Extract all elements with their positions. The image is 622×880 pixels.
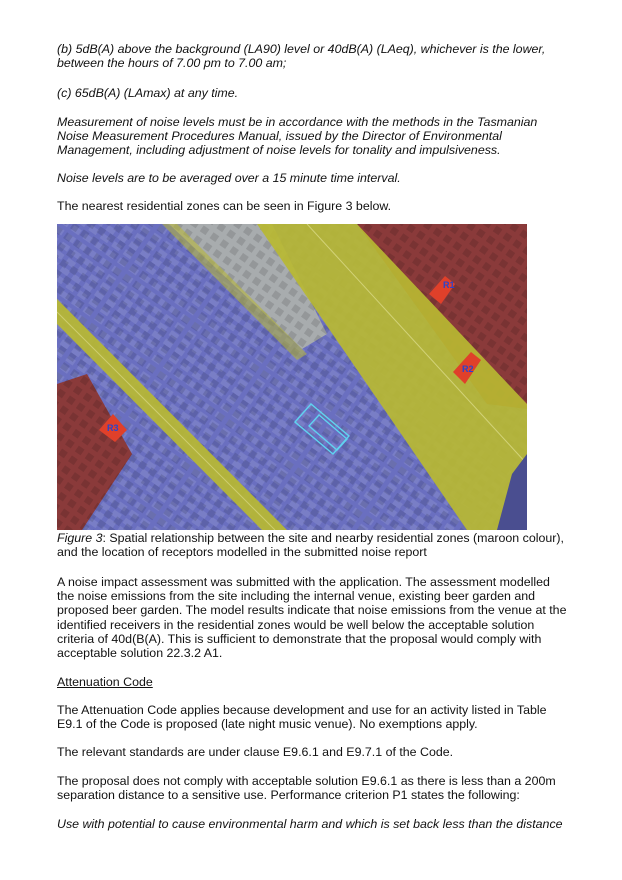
heading-attenuation-code: Attenuation Code [57,675,153,689]
paragraph-nearest-zones: The nearest residential zones can be seen in Figure 3 below. [57,199,392,213]
paragraph-not-comply: The proposal does not comply with acceptable solution E9.6.1 as there is less than a 200m separation distance to a sensitive use. Performance criterion P1 states the following: [57,774,556,803]
paragraph-relevant-standards: The relevant standards are under clause E9.6.1 and E9.7.1 of the Code. [57,745,454,759]
paragraph-measurement: Measurement of noise levels must be in accordance with the methods in the Tasmanian Noise Measurement Procedures Manual, issued by the Director of Environmental Management, including adjustment of noise levels for tonality and impulsiveness. [57,115,538,158]
zoning-map-svg [57,224,527,530]
paragraph-attenuation-applies: The Attenuation Code applies because development and use for an activity listed in Table E9.1 of the Code is proposed (late night music venue). No exemptions apply. [57,703,547,732]
paragraph-condition-c: (c) 65dB(A) (LAmax) at any time. [57,86,239,100]
figure-3-map [57,224,527,530]
paragraph-use-potential: Use with potential to cause environmental harm and which is set back less than the distance [57,817,563,831]
receptor-r3-label: R3 [107,423,119,433]
figure-caption-label: Figure 3 [57,531,103,545]
paragraph-averaged: Noise levels are to be averaged over a 15 minute time interval. [57,171,401,185]
paragraph-assessment: A noise impact assessment was submitted with the application. The assessment modelled the noise emissions from the site including the internal venue, existing beer garden and proposed beer garden. The model results indicate that noise emissions from the venue at the identified receivers in the residential zones would be well below the acceptable solution criteria of 40d(B(A). This is sufficient to demonstrate that the proposal would comply with acceptable solution 22.3.2 A1. [57,575,567,661]
receptor-r2-label: R2 [462,364,474,374]
figure-caption [57,532,572,560]
receptor-r1-label: R1 [443,280,455,290]
figure-caption-text: : Spatial relationship between the site and nearby residential zones (maroon colour), and the location of receptors modelled in the submitted noise report [57,531,564,559]
paragraph-condition-b: (b) 5dB(A) above the background (LA90) level or 40dB(A) (LAeq), whichever is the lower, between the hours of 7.00 pm to 7.00 am; [57,42,546,71]
